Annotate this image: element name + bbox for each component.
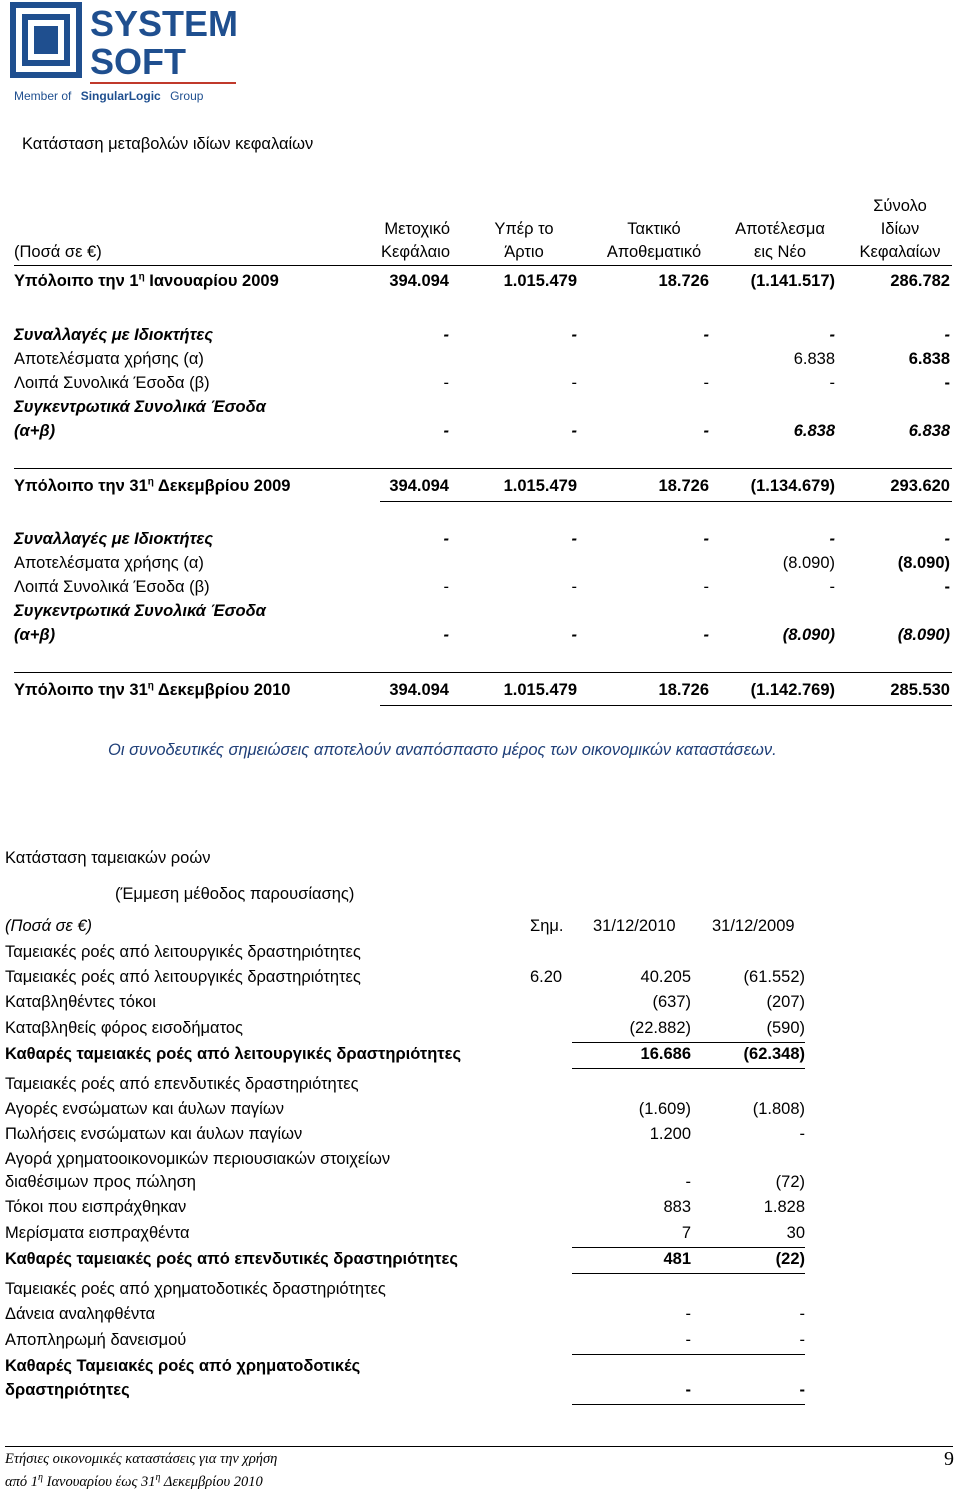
logo-line1: SYSTEM	[90, 3, 239, 44]
logo-line2: SOFT	[90, 41, 186, 82]
cashflow-rule-operating	[572, 1042, 805, 1043]
equity-col-total-equity: Σύνολο Ιδίων Κεφαλαίων	[859, 197, 941, 261]
equity-row-owner-transactions-2009: Συναλλαγές με Ιδιοκτήτες - - - - -	[14, 326, 950, 344]
cashflow-col-note: Σημ.	[530, 917, 564, 935]
cashflow-col-2010: 31/12/2010	[593, 917, 676, 935]
equity-row-other-income-2009: Λοιπά Συνολικά Έσοδα (β) - - - - -	[14, 374, 950, 392]
equity-row-balance-2010-close: Υπόλοιπο την $31^\eta$ Δεκεμβρίου 2010 394.094 1.015.479 18.726 (1.142.769) 285.530	[14, 680, 950, 699]
cashflow-underline-investing	[572, 1273, 805, 1274]
system-soft-logo-graphic	[10, 2, 240, 106]
equity-underline-2010	[380, 705, 952, 706]
page-number: 9	[944, 1448, 954, 1470]
logo-member-brand: SingularLogic	[80, 89, 161, 103]
equity-row-results-2010: Αποτελέσματα χρήσης (α) (8.090) (8.090)	[14, 554, 950, 572]
cashflow-underline-operating	[572, 1068, 805, 1069]
equity-rule-2009	[14, 468, 952, 469]
equity-row-owner-transactions-2010: Συναλλαγές με Ιδιοκτήτες - - - - -	[14, 530, 950, 548]
equity-row-other-income-2010: Λοιπά Συνολικά Έσοδα (β) - - - - -	[14, 578, 950, 596]
logo-member-suffix: Group	[170, 89, 204, 103]
cashflow-rule-financing	[572, 1354, 805, 1355]
equity-row-balance-2009-open: Υπόλοιπο την $1^\eta$ Ιανουαρίου 2009 394.094 1.015.479 18.726 (1.141.517) 286.782	[14, 271, 950, 290]
equity-row-total-income-2009: Συγκεντρωτικά Συνολικά Έσοδα (α+β) - - - 6.838 6.838	[14, 398, 950, 440]
footer-rule	[5, 1446, 953, 1447]
equity-row-balance-2009-close: Υπόλοιπο την $31^\eta$ Δεκεμβρίου 2009 394.094 1.015.479 18.726 (1.134.679) 293.620	[14, 476, 950, 495]
cashflow-amount-label: (Ποσά σε €)	[5, 917, 93, 935]
equity-col-legal-reserve: Τακτικό Αποθεματικό	[606, 220, 702, 261]
cashflow-rule-investing	[572, 1247, 805, 1248]
equity-row-total-income-2010: Συγκεντρωτικά Συνολικά Έσοδα (α+β) - - - (8.090) (8.090)	[14, 602, 950, 644]
cashflow-subtitle: (Έμμεση μέθοδος παρουσίασης)	[115, 885, 355, 903]
cashflow-col-2009: 31/12/2009	[712, 917, 795, 935]
equity-statement-title: Κατάσταση μεταβολών ιδίων κεφαλαίων	[22, 135, 314, 153]
equity-row-results-2009: Αποτελέσματα χρήσης (α) 6.838 6.838	[14, 350, 950, 368]
equity-col-share-premium: Υπέρ το Άρτιο	[494, 220, 554, 261]
equity-note: Οι συνοδευτικές σημειώσεις αποτελούν αναπόσπαστο μέρος των οικονομικών καταστάσεων.	[108, 741, 777, 759]
equity-col-retained-earnings: Αποτέλεσμα εις Νέο	[735, 220, 825, 261]
equity-col-share-capital: Μετοχικό Κεφάλαιο	[381, 220, 450, 261]
footer-line2: από $1^\eta$ Ιανουαρίου έως $31^\eta$ Δεκεμβρίου 2010	[5, 1472, 263, 1490]
equity-header-rule	[14, 265, 952, 266]
cashflow-title: Κατάσταση ταμειακών ροών	[5, 849, 211, 867]
footer-line1: Ετήσιες οικονομικές καταστάσεις για την χρήση	[5, 1451, 278, 1467]
svg-text:Member of SingularLogic	[14, 89, 204, 103]
cashflow-underline-financing	[572, 1404, 805, 1405]
equity-amount-label: (Ποσά σε €)	[14, 243, 102, 261]
equity-rule-2010	[14, 672, 952, 673]
company-logo	[10, 2, 240, 106]
equity-underline-2009	[380, 501, 952, 502]
logo-member-prefix: Member of	[14, 89, 72, 103]
